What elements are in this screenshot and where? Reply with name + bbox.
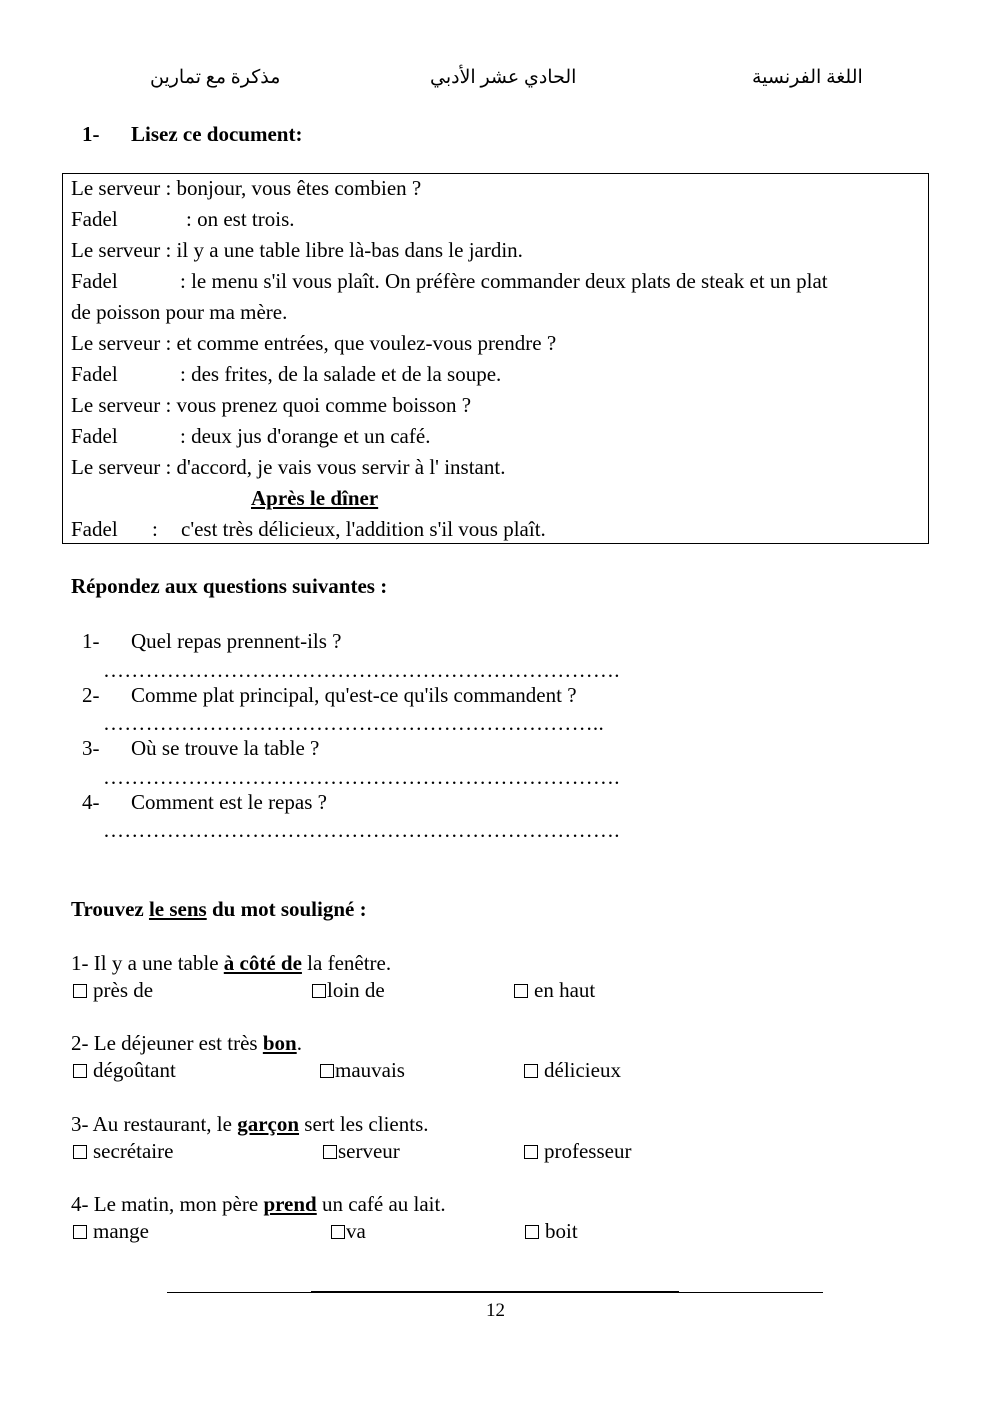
checkbox-icon[interactable] [73, 1225, 87, 1239]
header-booklet: مذكرة مع تمارين [150, 67, 281, 88]
dialogue-subheading: Après le dîner [251, 486, 379, 510]
header-subject: اللغة الفرنسية [752, 67, 863, 88]
dialogue-line: Fadel : on est trois. [71, 207, 295, 231]
question-number: 1- [82, 629, 100, 653]
option-checkbox[interactable]: serveur [323, 1139, 400, 1164]
option-checkbox[interactable]: près de [73, 978, 153, 1003]
page-number: 12 [486, 1300, 505, 1321]
checkbox-icon[interactable] [73, 984, 87, 998]
vocab-sentence: 1- Il y a une table à côté de la fenêtre. [71, 951, 392, 975]
option-checkbox[interactable]: mange [73, 1219, 149, 1244]
dialogue-line: Fadel : des frites, de la salade et de la soupe. [71, 362, 502, 386]
dialogue-line: Le serveur : et comme entrées, que voulez-vous prendre ? [71, 331, 557, 355]
dialogue-line: de poisson pour ma mère. [71, 300, 288, 324]
question-text: Où se trouve la table ? [131, 736, 320, 760]
dialogue-line: Le serveur : vous prenez quoi comme boisson ? [71, 393, 472, 417]
dialogue-line: Le serveur : il y a une table libre là-bas dans le jardin. [71, 238, 523, 262]
dialogue-line: Fadel : c'est très délicieux, l'addition s'il vous plaît. [71, 517, 546, 541]
option-checkbox[interactable]: délicieux [524, 1058, 621, 1083]
question-number: 3- [82, 736, 100, 760]
option-checkbox[interactable]: dégoûtant [73, 1058, 176, 1083]
dialogue-line: Fadel : le menu s'il vous plaît. On préfère commander deux plats de steak et un plat [71, 269, 828, 293]
checkbox-icon[interactable] [514, 984, 528, 998]
checkbox-icon[interactable] [73, 1064, 87, 1078]
vocab-sentence: 4- Le matin, mon père prend un café au lait. [71, 1192, 446, 1216]
checkbox-icon[interactable] [73, 1145, 87, 1159]
vocab-title: Trouvez le sens du mot souligné : [71, 897, 367, 921]
option-checkbox[interactable]: mauvais [320, 1058, 405, 1083]
vocab-sentence: 2- Le déjeuner est très bon. [71, 1031, 302, 1055]
option-checkbox[interactable]: loin de [312, 978, 385, 1003]
dialogue-line: Le serveur : d'accord, je vais vous servir à l' instant. [71, 455, 506, 479]
question-number: 4- [82, 790, 100, 814]
section-number: 1- [82, 122, 100, 146]
header-grade: الحادي عشر الأدبي [430, 67, 577, 88]
checkbox-icon[interactable] [525, 1225, 539, 1239]
dialogue-line: Le serveur : bonjour, vous êtes combien ? [71, 176, 422, 200]
checkbox-icon[interactable] [524, 1064, 538, 1078]
checkbox-icon[interactable] [323, 1145, 337, 1159]
questions-title: Répondez aux questions suivantes : [71, 574, 388, 598]
question-text: Quel repas prennent-ils ? [131, 629, 342, 653]
checkbox-icon[interactable] [320, 1064, 334, 1078]
option-checkbox[interactable]: professeur [524, 1139, 631, 1164]
option-checkbox[interactable]: secrétaire [73, 1139, 173, 1164]
option-checkbox[interactable]: va [331, 1219, 366, 1244]
answer-line[interactable]: ………………………………………………………………. [103, 818, 620, 842]
answer-line[interactable]: …………………………………………………………….. [103, 711, 604, 735]
option-checkbox[interactable]: boit [525, 1219, 578, 1244]
section-title: Lisez ce document: [131, 122, 303, 146]
question-text: Comment est le repas ? [131, 790, 327, 814]
footer-divider-bold [311, 1291, 679, 1293]
question-text: Comme plat principal, qu'est-ce qu'ils commandent ? [131, 683, 577, 707]
checkbox-icon[interactable] [312, 984, 326, 998]
checkbox-icon[interactable] [524, 1145, 538, 1159]
dialogue-line: Fadel : deux jus d'orange et un café. [71, 424, 431, 448]
option-checkbox[interactable]: en haut [514, 978, 595, 1003]
vocab-sentence: 3- Au restaurant, le garçon sert les clients. [71, 1112, 429, 1136]
answer-line[interactable]: ………………………………………………………………. [103, 765, 620, 789]
question-number: 2- [82, 683, 100, 707]
answer-line[interactable]: ………………………………………………………………. [103, 658, 620, 682]
checkbox-icon[interactable] [331, 1225, 345, 1239]
